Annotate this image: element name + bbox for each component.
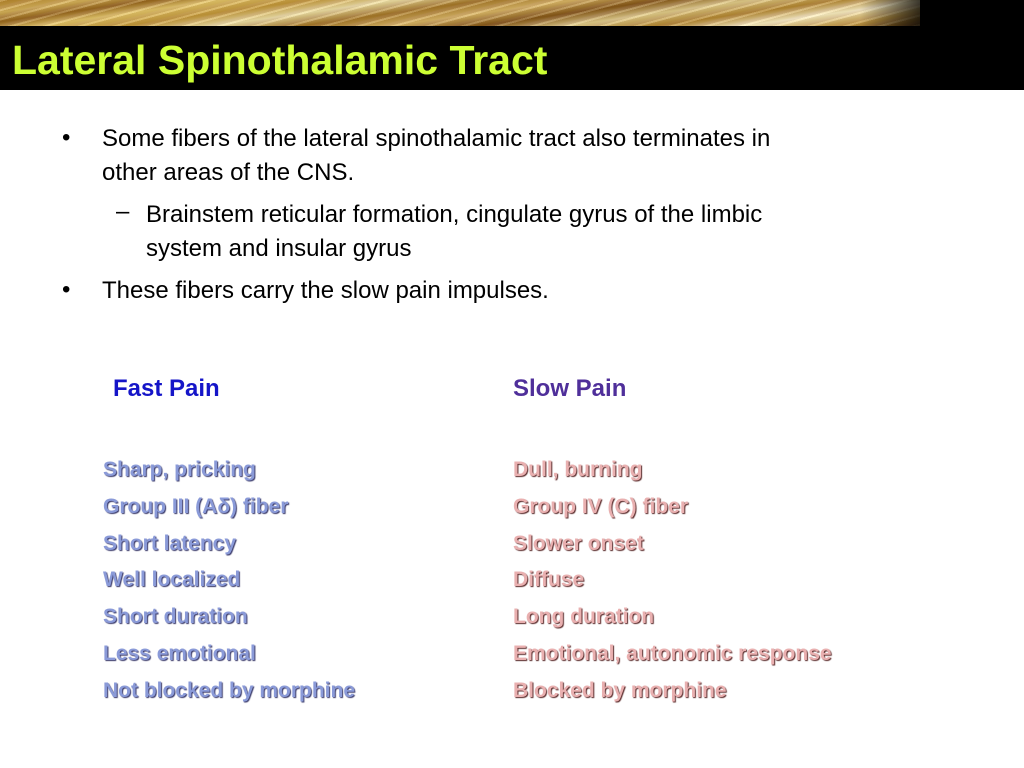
bullet-marker: • — [62, 124, 71, 151]
bullet-marker: • — [62, 276, 71, 303]
slow-pain-heading: Slow Pain — [513, 375, 627, 402]
list-item: Group IV (C) fiber — [513, 495, 688, 518]
header-decorative-band — [0, 0, 1024, 26]
list-item: Not blocked by morphine — [103, 679, 356, 702]
list-item: Emotional, autonomic response — [513, 642, 832, 665]
list-item: Slower onset — [513, 532, 644, 555]
list-item: Dull, burning — [513, 458, 643, 481]
sub-bullet-text: Brainstem reticular formation, cingulate gyrus of the limbic system and insular gyrus — [146, 201, 763, 262]
fast-pain-heading: Fast Pain — [113, 375, 220, 402]
list-item: Blocked by morphine — [513, 679, 727, 702]
list-item: Group III (Aδ) fiber — [103, 495, 289, 518]
list-item: Short latency — [103, 532, 237, 555]
slide-title: Lateral Spinothalamic Tract — [12, 37, 548, 83]
list-item: Sharp, pricking — [103, 458, 256, 481]
list-item: Long duration — [513, 605, 655, 628]
bullet-text: Some fibers of the lateral spinothalamic tract also terminates in other areas of the CNS. — [102, 125, 771, 186]
list-item: Less emotional — [103, 642, 256, 665]
bullet-text: These fibers carry the slow pain impulses. — [102, 277, 549, 304]
list-item: Short duration — [103, 605, 248, 628]
list-item: Well localized — [103, 568, 241, 591]
sub-bullet-marker: – — [116, 198, 130, 225]
list-item: Diffuse — [513, 568, 585, 591]
marble-texture — [0, 0, 920, 26]
